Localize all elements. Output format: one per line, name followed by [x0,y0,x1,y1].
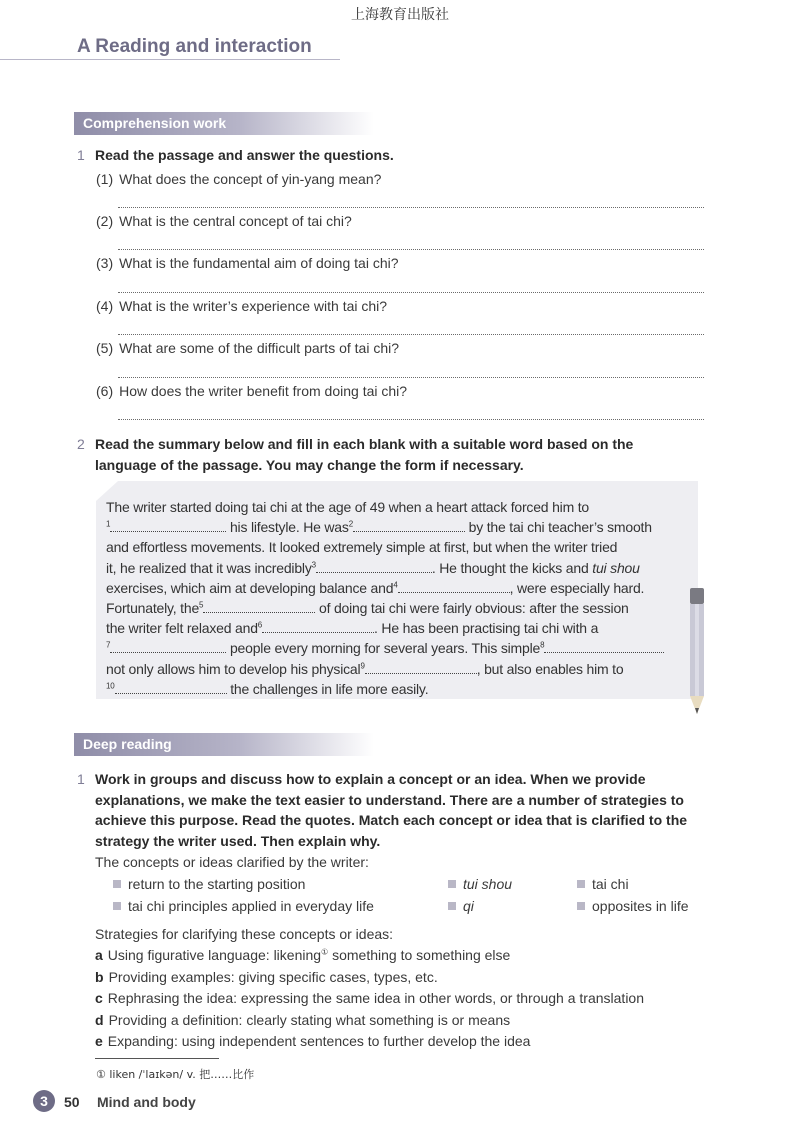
concept-item [113,876,305,892]
summary-sentence: by the tai chi teacher’s smooth [468,519,652,536]
unit-name: Mind and body [97,1094,196,1110]
summary-term: tui shou [592,559,640,576]
sub-question-text: What is the central concept of tai chi? [119,213,352,229]
summary-sentence: of doing tai chi were fairly obvious: after the session [319,600,629,617]
page-number: 50 [64,1094,80,1110]
concept-item [448,898,474,914]
summary-blank[interactable] [115,681,227,694]
sub-question-text: What does the concept of yin-yang mean? [119,171,382,187]
concept-item [577,898,689,914]
deep-reading-header: Deep reading [74,733,374,756]
concept-text: opposites in life [592,898,689,914]
summary-sentence: Fortunately, the [106,600,200,617]
question-number: 1 [77,771,85,787]
footnote-marker: ① [321,947,329,957]
strategy-letter: c [95,990,103,1006]
sub-question-text: What is the fundamental aim of doing tai chi? [119,255,399,271]
strategy-letter: d [95,1012,104,1028]
answer-line[interactable] [118,377,704,378]
blank-number: 8 [540,640,545,650]
summary-blank[interactable] [544,640,664,653]
strategy-text: something to something else [328,947,511,963]
concept-item [448,876,512,892]
summary-sentence: the writer felt relaxed and [106,620,258,637]
summary-sentence: people every morning for several years. This simple [229,640,541,657]
summary-sentence: his lifestyle. He was [229,519,349,536]
summary-sentence: . He has been practising tai chi with a [374,620,599,637]
strategy-text: Rephrasing the idea: expressing the same idea in other words, or through a translation [107,990,645,1006]
question-instruction: Work in groups and discuss how to explain a concept or an idea. When we provide explanations, we make the text easier to understand. There are a number of strategies to achieve this purpose. Read the quotes. Match each concept or idea that is clarified to the strategy the writer used. Then explain why. [95,771,688,849]
sub-question-number: (6) [96,383,114,399]
answer-line[interactable] [118,292,704,293]
summary-sentence: , were especially hard. [509,579,645,596]
summary-sentence: and effortless movements. It looked extremely simple at first, but when the writer tried [106,539,618,556]
footnote: ① liken /ˈlaɪkən/ v. 把……比作 [96,1068,255,1081]
strategy-letter: b [95,969,104,985]
concept-item [577,876,629,892]
sub-question [96,171,381,187]
unit-title-rule [0,59,340,60]
bullet-icon [577,880,585,888]
blank-number: 9 [360,660,365,670]
summary-blank[interactable] [316,560,432,573]
summary-blank[interactable] [110,519,226,532]
bullet-icon [448,902,456,910]
summary-blank[interactable] [262,620,374,633]
strategy-item [95,969,438,985]
summary-sentence: exercises, which aim at developing balance and [106,579,394,596]
concept-text: tai chi [592,876,629,892]
sub-question-text: What is the writer’s experience with tai chi? [119,298,388,314]
summary-blank[interactable] [203,600,315,613]
sub-question-number: (1) [96,171,114,187]
sub-question [96,255,399,271]
question-instruction: Read the passage and answer the questions. [95,147,394,163]
sub-question-number: (5) [96,340,114,356]
sub-question [96,298,387,314]
strategy-item [95,1033,530,1049]
blank-number: 10 [106,681,115,691]
sub-question-number: (2) [96,213,114,229]
concept-text: qi [463,898,474,914]
summary-blank[interactable] [110,640,226,653]
blank-number: 7 [106,640,111,650]
publisher-name: 上海教育出版社 [351,7,449,23]
concept-text: tui shou [463,876,513,892]
summary-text [106,497,678,699]
blank-number: 6 [257,620,263,630]
strategy-text: Expanding: using independent sentences to further develop the idea [107,1033,531,1049]
blank-number: 3 [311,559,316,569]
summary-blank[interactable] [365,661,477,674]
unit-title: A Reading and interaction [77,36,312,57]
sub-question [96,383,407,399]
summary-sentence: . He thought the kicks and [431,559,589,576]
strategy-text: Providing examples: giving specific cases, types, etc. [108,969,438,985]
sub-question-number: (4) [96,298,114,314]
pencil-icon [688,588,706,720]
comprehension-header: Comprehension work [74,112,374,135]
strategies-label: Strategies for clarifying these concepts or ideas: [95,926,394,942]
strategy-item [95,947,510,963]
sub-question-text: How does the writer benefit from doing tai chi? [119,383,408,399]
unit-badge: 3 [33,1090,55,1112]
answer-line[interactable] [118,207,704,208]
summary-sentence: The writer started doing tai chi at the age of 49 when a heart attack forced him to [106,499,590,515]
question-number: 1 [77,147,85,163]
answer-line[interactable] [118,334,704,335]
sub-question [96,340,399,356]
summary-blank[interactable] [353,519,465,532]
sub-question [96,213,352,229]
concepts-label: The concepts or ideas clarified by the writer: [95,854,369,870]
summary-sentence: it, he realized that it was incredibly [106,559,312,576]
strategy-letter: a [95,947,103,963]
blank-number: 1 [106,519,111,529]
answer-line[interactable] [118,249,704,250]
concept-text: tai chi principles applied in everyday life [128,898,374,914]
question-number: 2 [77,436,85,452]
strategy-item [95,1012,510,1028]
summary-sentence: not only allows him to develop his physical [106,660,361,677]
sub-question-text: What are some of the difficult parts of tai chi? [119,340,400,356]
blank-number: 4 [393,580,398,590]
bullet-icon [113,880,121,888]
strategy-letter: e [95,1033,103,1049]
footnote-rule [95,1058,219,1059]
bullet-icon [577,902,585,910]
summary-blank[interactable] [398,580,510,593]
strategy-text: Using figurative language: likening [107,947,322,963]
question-instruction: Read the summary below and fill in each blank with a suitable word based on the language of the passage. You may change the form if necessary. [95,436,634,473]
concept-item [113,898,374,914]
sub-question-number: (3) [96,255,114,271]
blank-number: 2 [348,519,353,529]
answer-line[interactable] [118,419,704,420]
strategy-text: Providing a definition: clearly stating what something is or means [108,1012,511,1028]
blank-number: 5 [199,600,204,610]
summary-sentence: the challenges in life more easily. [230,680,429,697]
strategy-item [95,990,644,1006]
bullet-icon [448,880,456,888]
concept-text: return to the starting position [128,876,306,892]
bullet-icon [113,902,121,910]
summary-sentence: , but also enables him to [476,660,624,677]
